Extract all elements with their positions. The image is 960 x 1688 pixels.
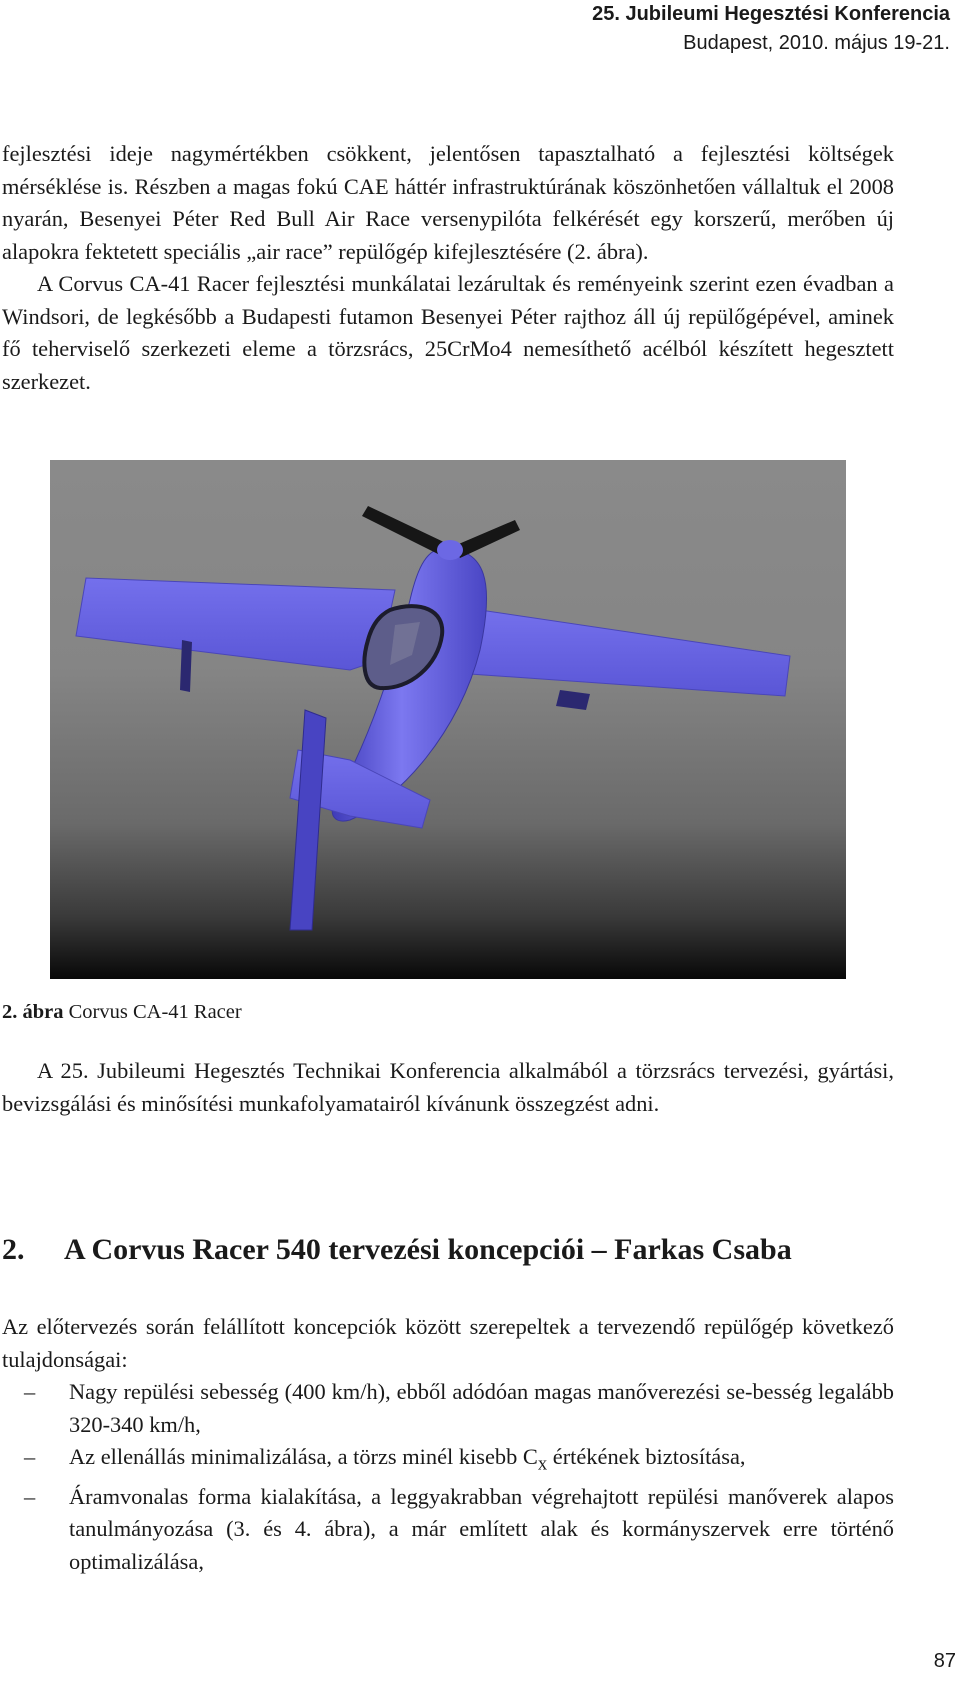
figure-caption [2,998,242,1026]
list-dash: – [24,1444,36,1469]
list-dash: – [24,1483,36,1509]
caption-label: 2. ábra [2,1001,64,1023]
list-item [2,1376,894,1441]
list-dash: – [24,1379,36,1404]
paragraph-block-2 [2,1055,894,1120]
spinner [437,540,463,560]
aircraft-render [50,460,846,979]
aircraft-figure [50,460,846,979]
list-item [2,1481,894,1579]
section-title: A Corvus Racer 540 tervezési koncepciói – Farkas Csaba [64,1233,792,1266]
conference-title: 25. Jubileumi Hegesztési Konferencia [592,3,950,25]
section-number: 2. [2,1233,25,1266]
paragraph-3: A 25. Jubileumi Hegesztés Technikai Konferencia alkalmából a törzsrács tervezési, gyártási, bevizsgálási és minősítési munkafolyamatairól kívánunk összegzést adni. [2,1058,894,1116]
section-heading [2,1230,894,1270]
wing-fin-left [180,640,192,692]
paragraph-block [2,138,894,398]
caption-text: Corvus CA-41 Racer [63,1001,242,1023]
wing-fin-right [556,690,590,710]
paragraph-4: Az előtervezés során felállított koncepciók között szerepeltek a tervezendő repülőgép következő tulajdonságai: [2,1314,894,1372]
paragraph-block-3 [2,1311,894,1376]
page-header [592,0,950,58]
subscript-x: x [537,1453,548,1475]
paragraph-1: fejlesztési ideje nagymértékben csökkent, jelentősen tapasztalható a fejlesztési költségek mérséklése is. Részben a magas fokú CAE háttér infrastruktúrának köszönhetően vállaltuk el 2008 nyarán, Besenyei Péter Red Bull Air Race versenypilóta felkérését egy korszerű, merőben új alapokra fektetett speciális „air race” repülőgép kifejlesztésére (2. ábra). [2,141,894,264]
list-item-text-tail: értékének biztosítása, [547,1444,746,1469]
propeller-blade-right [454,520,520,558]
page-number: 87 [933,1650,956,1672]
concept-list [2,1376,894,1578]
list-item-text: Áramvonalas forma kialakítása, a leggyakrabban végrehajtott repülési manőverek alapos tanulmányozása (3. és 4. ábra), a már említett alak és kormányszervek erre történő optimalizálása, [69,1483,894,1574]
conference-date: Budapest, 2010. május 19-21. [683,32,950,54]
list-item-text: Nagy repülési sebesség (400 km/h), ebből adódóan magas manőverezési se-besség legalább 320-340 km/h, [69,1379,894,1437]
propeller-blade-left [362,506,448,556]
paragraph-2: A Corvus CA-41 Racer fejlesztési munkálatai lezárultak és reményeink szerint ezen évadban a Windsori, de legkésőbb a Budapesti futamon Besenyei Péter rajthoz áll új repülőgépével, aminek fő teherviselő szerkezeti eleme a törzsrács, 25CrMo4 nemesíthető acélból készített hegesztett szerkezet. [2,271,894,394]
left-wing [76,578,395,670]
vertical-stabilizer [290,710,326,930]
list-item-text: Az ellenállás minimalizálása, a törzs minél kisebb C [69,1444,538,1469]
right-wing [470,610,790,696]
list-item [2,1441,894,1481]
